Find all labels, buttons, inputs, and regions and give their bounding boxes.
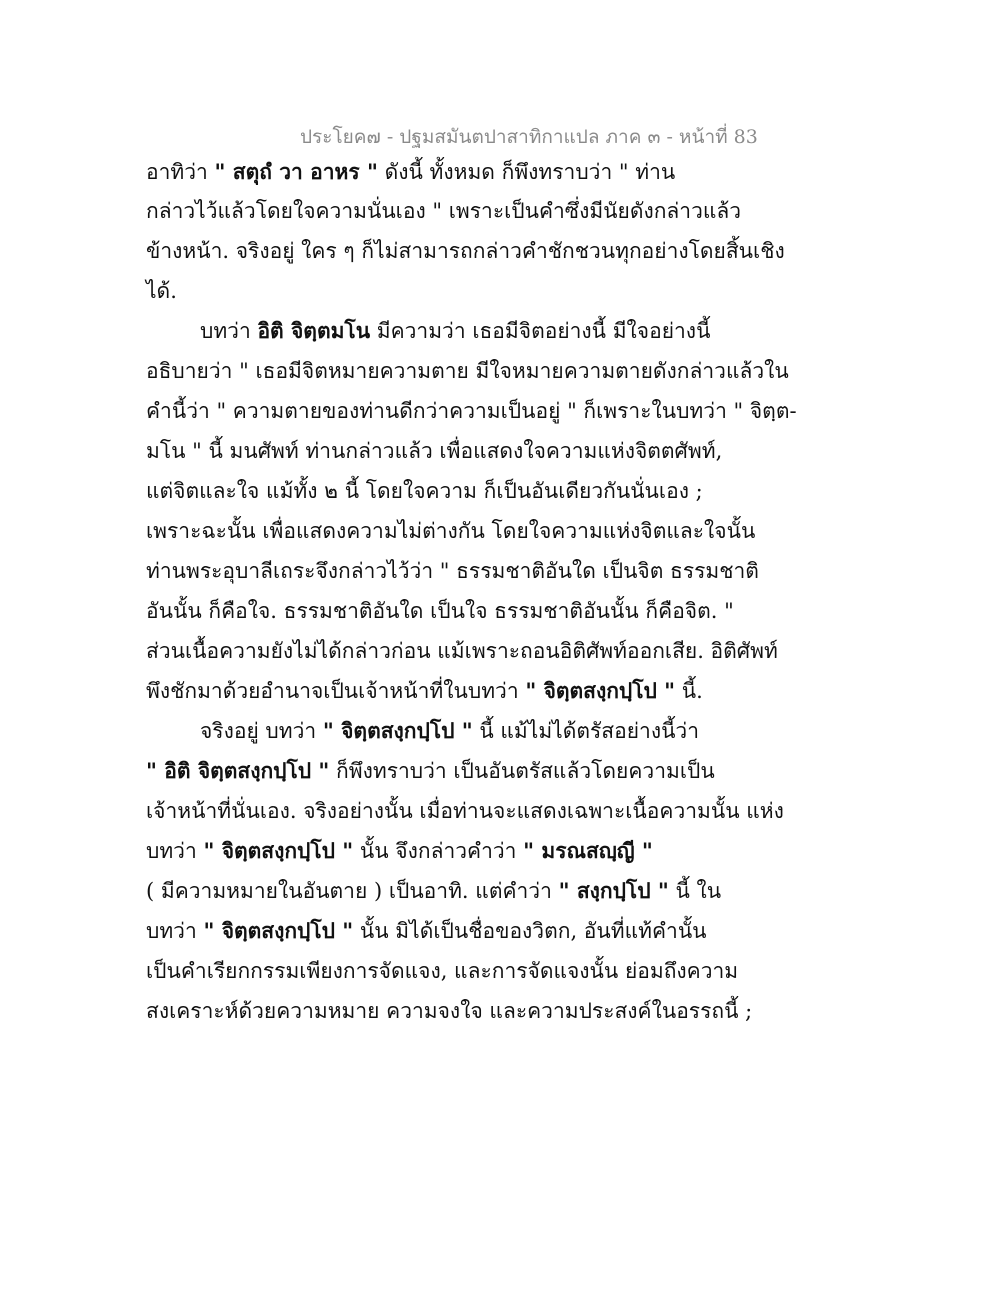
- text-span: นี้ แม้ไม่ได้ตรัสอย่างนี้ว่า: [472, 719, 700, 743]
- text-line: [146, 996, 752, 1026]
- text-line: [146, 516, 755, 546]
- text-line: [146, 956, 738, 986]
- text-span: ท่านพระอุบาลีเถระจึงกล่าวไว้ว่า " ธรรมชาติอันใด เป็นจิต ธรรมชาติ: [146, 559, 759, 583]
- text-span: บทว่า: [146, 919, 204, 943]
- text-span: อาทิว่า: [146, 160, 215, 184]
- text-span: ได้.: [146, 279, 177, 303]
- bold-term: อิติ จิตฺตมโน: [257, 318, 371, 343]
- text-line: [146, 356, 789, 386]
- text-line: [146, 676, 703, 706]
- text-line: [146, 396, 797, 426]
- bold-term: " อิติ จิตฺตสงฺกปฺโป ": [146, 758, 330, 783]
- text-span: นั้น จึงกล่าวคำว่า: [353, 839, 524, 863]
- bold-term: " จิตฺตสงฺกปฺโป ": [525, 678, 676, 703]
- bold-term: " จิตฺตสงฺกปฺโป ": [203, 838, 354, 863]
- bold-term: " สงฺกปฺโป ": [558, 878, 669, 903]
- text-line: [146, 276, 177, 306]
- text-line: [146, 476, 703, 506]
- text-line: [146, 756, 715, 786]
- text-span: ดังนี้ ทั้งหมด ก็พึงทราบว่า " ท่าน: [377, 160, 676, 184]
- text-line: [146, 876, 721, 906]
- bold-term: " จิตฺตสงฺกปฺโป ": [203, 918, 354, 943]
- text-line: [200, 316, 710, 346]
- text-line: [146, 636, 778, 666]
- text-span: ข้างหน้า. จริงอยู่ ใคร ๆ ก็ไม่สามารถกล่าวคำชักชวนทุกอย่างโดยสิ้นเชิง: [146, 239, 785, 263]
- text-line: [200, 716, 699, 746]
- text-span: เป็นคำเรียกกรรมเพียงการจัดแจง, และการจัดแจงนั้น ย่อมถึงความ: [146, 959, 739, 983]
- text-span: มีความว่า เธอมีจิตอย่างนี้ มีใจอย่างนี้: [370, 319, 711, 343]
- text-span: แต่จิตและใจ แม้ทั้ง ๒ นี้ โดยใจความ ก็เป็นอันเดียวกันนั่นเอง ;: [146, 479, 703, 503]
- text-span: มโน " นี้ มนศัพท์ ท่านกล่าวแล้ว เพื่อแสดงใจความแห่งจิตตศัพท์,: [146, 439, 723, 463]
- text-span: ( มีความหมายในอันตาย ) เป็นอาทิ. แต่คำว่า: [146, 879, 559, 903]
- text-span: สงเคราะห์ด้วยความหมาย ความจงใจ และความประสงค์ในอรรถนี้ ;: [146, 999, 753, 1023]
- text-line: [146, 836, 653, 866]
- text-line: [146, 556, 759, 586]
- text-span: พึงชักมาด้วยอำนาจเป็นเจ้าหน้าที่ในบทว่า: [146, 679, 526, 703]
- text-span: อันนั้น ก็คือใจ. ธรรมชาติอันใด เป็นใจ ธรรมชาติอันนั้น ก็คือจิต. ": [146, 599, 734, 623]
- text-span: อธิบายว่า " เธอมีจิตหมายความตาย มีใจหมายความตายดังกล่าวแล้วใน: [146, 359, 789, 383]
- text-span: นั้น มิได้เป็นชื่อของวิตก, อันที่แท้คำนั้น: [353, 919, 707, 943]
- bold-term: " มรณสญฺญี ": [523, 838, 653, 863]
- text-span: บทว่า: [146, 839, 204, 863]
- text-span: จริงอยู่ บทว่า: [200, 719, 323, 743]
- text-span: กล่าวไว้แล้วโดยใจความนั่นเอง " เพราะเป็นคำซึ่งมีนัยดังกล่าวแล้ว: [146, 199, 742, 223]
- text-span: เจ้าหน้าที่นั่นเอง. จริงอย่างนั้น เมื่อท่านจะแสดงเฉพาะเนื้อความนั้น แห่ง: [146, 799, 784, 823]
- text-line: [146, 436, 722, 466]
- text-line: [146, 196, 741, 226]
- text-line: [146, 796, 784, 826]
- bold-term: " สตุถํ วา อาหร ": [214, 159, 378, 184]
- text-span: นี้.: [675, 679, 703, 703]
- text-line: [146, 236, 785, 266]
- text-span: ส่วนเนื้อความยังไม่ได้กล่าวก่อน แม้เพราะถอนอิติศัพท์ออกเสีย. อิติศัพท์: [146, 639, 778, 663]
- page-header: ประโยค๗ - ปฐมสมันตปาสาทิกาแปล ภาค ๓ - หน้าที่ 83: [300, 126, 758, 148]
- text-line: [146, 916, 707, 946]
- text-line: [146, 596, 734, 626]
- text-span: บทว่า: [200, 319, 258, 343]
- text-span: คำนี้ว่า " ความตายของท่านดีกว่าความเป็นอยู่ " ก็เพราะในบทว่า " จิตฺต-: [146, 399, 797, 423]
- text-span: นี้ ใน: [668, 879, 722, 903]
- text-span: ก็พึงทราบว่า เป็นอันตรัสแล้วโดยความเป็น: [329, 759, 715, 783]
- bold-term: " จิตฺตสงฺกปฺโป ": [322, 718, 473, 743]
- text-line: [146, 157, 675, 187]
- text-span: เพราะฉะนั้น เพื่อแสดงความไม่ต่างกัน โดยใจความแห่งจิตและใจนั้น: [146, 519, 756, 543]
